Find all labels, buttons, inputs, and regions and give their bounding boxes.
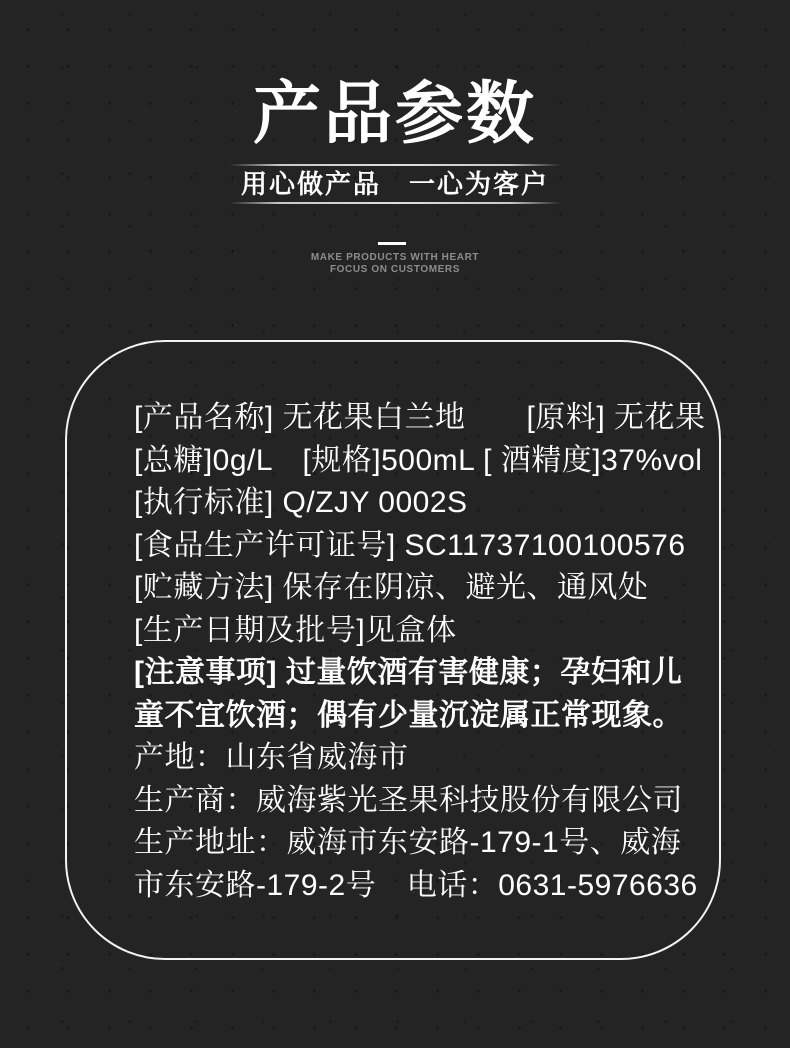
spec-line-origin: 产地：山东省威海市 [134, 741, 409, 774]
spec-line-manufacturer: 生产商：威海紫光圣果科技股份有限公司 [134, 783, 683, 817]
notice-line-1: [注意事项] 过量饮酒有害健康；孕妇和儿 [134, 656, 683, 689]
spec-line-address-2-phone: 市东安路-179-2号 电话：0631-5976636 [134, 868, 698, 902]
spec-line-product-name: [产品名称] 无花果白兰地 [原料] 无花果 [134, 401, 706, 434]
tagline [0, 252, 790, 276]
spec-line-storage: [贮藏方法] 保存在阴凉、避光、通风处 [134, 571, 649, 604]
tagline-line-2: FOCUS ON CUSTOMERS [329, 264, 461, 275]
product-specs-panel [65, 340, 721, 960]
spec-line-address-1: 生产地址：威海市东安路-179-1号、威海 [134, 826, 682, 859]
accent-dash [378, 242, 406, 245]
spec-line-standard: [执行标准] Q/ZJY 0002S [134, 486, 468, 519]
subtitle: 用心做产品 一心为客户 [240, 169, 549, 199]
tagline-line-1: MAKE PRODUCTS WITH HEART [310, 252, 480, 263]
spec-line-production-date: [生产日期及批号]见盒体 [134, 613, 457, 647]
spec-line-license: [食品生产许可证号] SC11737100100576 [134, 528, 686, 562]
subtitle-divider-top [229, 164, 561, 166]
page-title: 产品参数 [252, 76, 537, 152]
subtitle-divider-bottom [229, 202, 561, 204]
product-specs-text [134, 397, 709, 907]
notice-line-2: 童不宜饮酒；偶有少量沉淀属正常现象。 [134, 698, 683, 732]
spec-line-sugar-spec-abv: [总糖]0g/L [规格]500mL [ 酒精度]37%vol [134, 443, 703, 477]
